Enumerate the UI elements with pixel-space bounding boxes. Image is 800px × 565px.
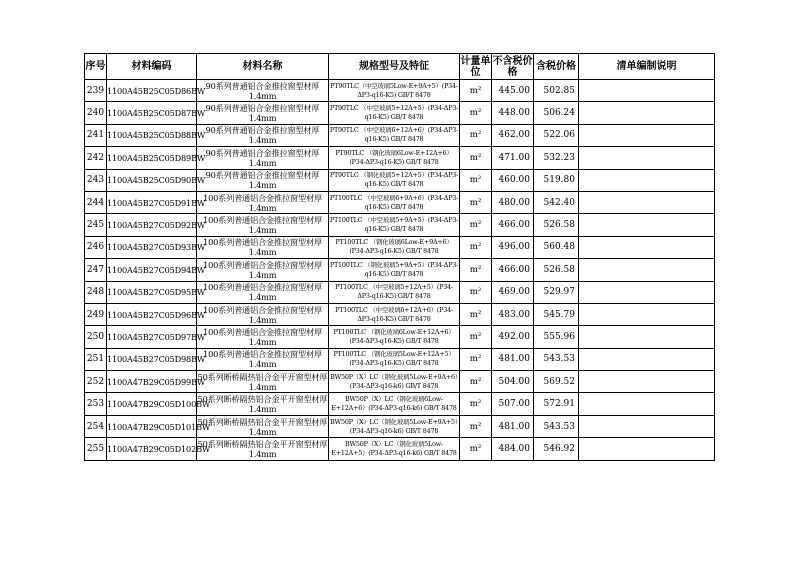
price-inc-tax: 506.24 [534,102,579,124]
unit: m² [460,371,492,393]
note [579,80,715,102]
unit: m² [460,393,492,415]
spec-description: PT100TLC （中空玻璃5+12A+5）(P34-ΔP3-q16-K5) GB/T 8478 [329,281,460,303]
material-code: 1100A47B29C05D100BW [107,393,197,415]
price-inc-tax: 526.58 [534,214,579,236]
material-name: 90系列普通铝合金推拉窗型材厚1.4mm [197,80,329,102]
material-name: 50系列断桥隔热铝合金平开窗型材厚1.4mm [197,371,328,392]
price-ex-tax: 496.00 [492,236,534,258]
row-index: 250 [85,326,107,348]
material-name: 50系列断桥隔热铝合金平开窗型材厚1.4mm [197,438,328,459]
row-index: 251 [85,348,107,370]
price-inc-tax: 546.92 [534,438,579,460]
note [579,259,715,281]
material-name: 100系列普通铝合金推拉窗型材厚1.4mm [197,214,329,236]
spec-description: BW50P（X）LC（钢化玻璃5Low-E+12A+5）(P34-ΔP3-q16-k6) GB/T 8478 [329,438,460,460]
note [579,169,715,191]
price-ex-tax: 507.00 [492,393,534,415]
material-code: 1100A45B25C05D90BW [107,169,197,191]
unit: m² [460,326,492,348]
material-code: 1100A45B27C05D92BW [107,214,197,236]
note [579,102,715,124]
spec-description: PT100TLC （中空玻璃6+12A+6）(P34-ΔP3-q16-K5) GB/T 8478 [329,303,460,325]
price-ex-tax: 480.00 [492,191,534,213]
row-index: 242 [85,147,107,169]
note [579,371,715,393]
table-row [85,348,715,370]
material-code: 1100A45B25C05D86BW [107,80,197,102]
material-name: 50系列断桥隔热铝合金平开窗型材厚1.4mm [197,416,328,437]
material-code: 1100A45B25C05D88BW [107,124,197,146]
row-index: 253 [85,393,107,415]
price-ex-tax: 445.00 [492,80,534,102]
row-index: 248 [85,281,107,303]
material-code: 1100A45B27C05D93BW [107,236,197,258]
header-row [85,54,715,80]
row-index: 243 [85,169,107,191]
spec-description: PT90TLC （钢化玻璃6Low-E+12A+6）(P34-ΔP3-q16-K5) GB/T 8478 [329,147,460,169]
note [579,438,715,460]
material-name: 100系列普通铝合金推拉窗型材厚1.4mm [197,191,329,213]
unit: m² [460,191,492,213]
table-row [85,371,715,393]
unit: m² [460,80,492,102]
material-price-table [84,53,715,461]
unit: m² [460,214,492,236]
material-code: 1100A45B27C05D94BW [107,259,197,281]
material-name: 100系列普通铝合金推拉窗型材厚1.4mm [197,348,329,370]
header-code: 材料编码 [107,54,197,80]
material-name: 100系列普通铝合金推拉窗型材厚1.4mm [197,259,329,281]
note [579,326,715,348]
row-index: 239 [85,80,107,102]
row-index: 245 [85,214,107,236]
unit: m² [460,236,492,258]
price-ex-tax: 462.00 [492,124,534,146]
material-name: 50系列断桥隔热铝合金平开窗型材厚1.4mm [197,394,328,415]
price-ex-tax: 466.00 [492,259,534,281]
spec-description: BW50P（X）LC（钢化玻璃5Low-E+9A+6）(P34-ΔP3-q16-k6) GB/T 8478 [329,371,460,393]
note [579,191,715,213]
note [579,236,715,258]
spec-description: PT100TLC （钢化玻璃5Low-E+12A+5）(P34-ΔP3-q16-K5) GB/T 8478 [329,348,460,370]
row-index: 255 [85,438,107,460]
table-row [85,191,715,213]
unit: m² [460,303,492,325]
row-index: 249 [85,303,107,325]
row-index: 247 [85,259,107,281]
spec-description: PT100TLC （钢化玻璃6Low-E+9A+6）(P34-ΔP3-q16-K5) GB/T 8478 [329,236,460,258]
spec-description: PT100TLC （钢化玻璃6Low-E+12A+6）(P34-ΔP3-q16-K5) GB/T 8478 [329,326,460,348]
material-name: 90系列普通铝合金推拉窗型材厚1.4mm [197,169,329,191]
material-code: 1100A45B27C05D97BW [107,326,197,348]
row-index: 252 [85,371,107,393]
price-inc-tax: 542.40 [534,191,579,213]
table-row [85,303,715,325]
table-row [85,259,715,281]
price-ex-tax: 460.00 [492,169,534,191]
material-code: 1100A45B25C05D87BW [107,102,197,124]
table-row [85,236,715,258]
note [579,214,715,236]
table-row [85,415,715,437]
row-index: 254 [85,415,107,437]
material-code: 1100A45B25C05D89BW [107,147,197,169]
table-row [85,214,715,236]
price-inc-tax: 526.58 [534,259,579,281]
row-index: 244 [85,191,107,213]
price-inc-tax: 543.53 [534,415,579,437]
spec-description: PT100TLC （钢化玻璃5+9A+5）(P34-ΔP3-q16-K5) GB/T 8478 [329,259,460,281]
price-ex-tax: 481.00 [492,348,534,370]
price-ex-tax: 466.00 [492,214,534,236]
price-ex-tax: 483.00 [492,303,534,325]
table-row [85,102,715,124]
price-inc-tax: 555.96 [534,326,579,348]
spec-description: BW50P（X）LC（钢化玻璃5Low-E+9A+5）(P34-ΔP3-q16-k6) GB/T 8478 [329,415,460,437]
price-inc-tax: 519.80 [534,169,579,191]
material-code: 1100A47B29C05D99BW [107,371,197,393]
price-inc-tax: 529.97 [534,281,579,303]
price-ex-tax: 469.00 [492,281,534,303]
note [579,281,715,303]
spec-description: PT90TLC （中空玻璃6+12A+6）(P34-ΔP3-q16-K5) GB/T 8478 [329,124,460,146]
table-row [85,124,715,146]
price-inc-tax: 502.85 [534,80,579,102]
note [579,124,715,146]
row-index: 246 [85,236,107,258]
material-name: 90系列普通铝合金推拉窗型材厚1.4mm [197,124,329,146]
header-note: 清单编制说明 [579,54,715,80]
note [579,147,715,169]
table-row [85,80,715,102]
price-ex-tax: 504.00 [492,371,534,393]
price-list-sheet [84,53,715,461]
price-ex-tax: 484.00 [492,438,534,460]
material-code: 1100A45B27C05D96BW [107,303,197,325]
material-name: 100系列普通铝合金推拉窗型材厚1.4mm [197,281,329,303]
unit: m² [460,348,492,370]
price-inc-tax: 545.79 [534,303,579,325]
material-code: 1100A47B29C05D101BW [107,415,197,437]
price-inc-tax: 532.23 [534,147,579,169]
price-inc-tax: 572.91 [534,393,579,415]
price-inc-tax: 569.52 [534,371,579,393]
material-name: 100系列普通铝合金推拉窗型材厚1.4mm [197,326,329,348]
spec-description: BW50P（X）LC（钢化玻璃6Low-E+12A+6）(P34-ΔP3-q16-k6) GB/T 8478 [329,393,460,415]
price-ex-tax: 481.00 [492,415,534,437]
unit: m² [460,281,492,303]
note [579,348,715,370]
unit: m² [460,259,492,281]
spec-description: PT90TLC（中空玻璃5Low-E+9A+5）(P34-ΔP3-q16-K5) GB/T 8478 [329,80,460,102]
unit: m² [460,124,492,146]
table-row [85,281,715,303]
table-row [85,326,715,348]
header-price-ex-tax: 不含税价 格 [492,55,533,78]
table-row [85,169,715,191]
header-unit: 计量单位 [460,55,491,78]
header-price-inc-tax: 含税价格 [534,54,579,80]
material-name: 90系列普通铝合金推拉窗型材厚1.4mm [197,102,329,124]
material-code: 1100A45B27C05D95BW [107,281,197,303]
material-name: 100系列普通铝合金推拉窗型材厚1.4mm [197,236,329,258]
price-ex-tax: 471.00 [492,147,534,169]
spec-description: PT90TLC （钢化玻璃5+12A+5）(P34-ΔP3-q16-K5) GB/T 8478 [329,169,460,191]
unit: m² [460,102,492,124]
note [579,415,715,437]
material-name: 100系列普通铝合金推拉窗型材厚1.4mm [197,303,329,325]
table-row [85,438,715,460]
header-index: 序号 [85,54,107,80]
unit: m² [460,169,492,191]
price-inc-tax: 560.48 [534,236,579,258]
row-index: 241 [85,124,107,146]
price-inc-tax: 543.53 [534,348,579,370]
table-row [85,393,715,415]
row-index: 240 [85,102,107,124]
unit: m² [460,147,492,169]
price-ex-tax: 448.00 [492,102,534,124]
price-inc-tax: 522.06 [534,124,579,146]
material-code: 1100A47B29C05D102BW [107,438,197,460]
unit: m² [460,415,492,437]
spec-description: PT100TLC （中空玻璃6+9A+6）(P34-ΔP3-q16-K5) GB/T 8478 [329,191,460,213]
material-code: 1100A45B27C05D98BW [107,348,197,370]
spec-description: PT100TLC （中空玻璃5+9A+5）(P34-ΔP3-q16-K5) GB/T 8478 [329,214,460,236]
note [579,393,715,415]
table-row [85,147,715,169]
price-ex-tax: 492.00 [492,326,534,348]
note [579,303,715,325]
header-name: 材料名称 [197,54,329,80]
material-code: 1100A45B27C05D91BW [107,191,197,213]
unit: m² [460,438,492,460]
header-spec: 规格型号及特征 [329,54,460,80]
spec-description: PT90TLC （中空玻璃5+12A+5）(P34-ΔP3-q16-K5) GB/T 8478 [329,102,460,124]
material-name: 90系列普通铝合金推拉窗型材厚1.4mm [197,147,329,169]
